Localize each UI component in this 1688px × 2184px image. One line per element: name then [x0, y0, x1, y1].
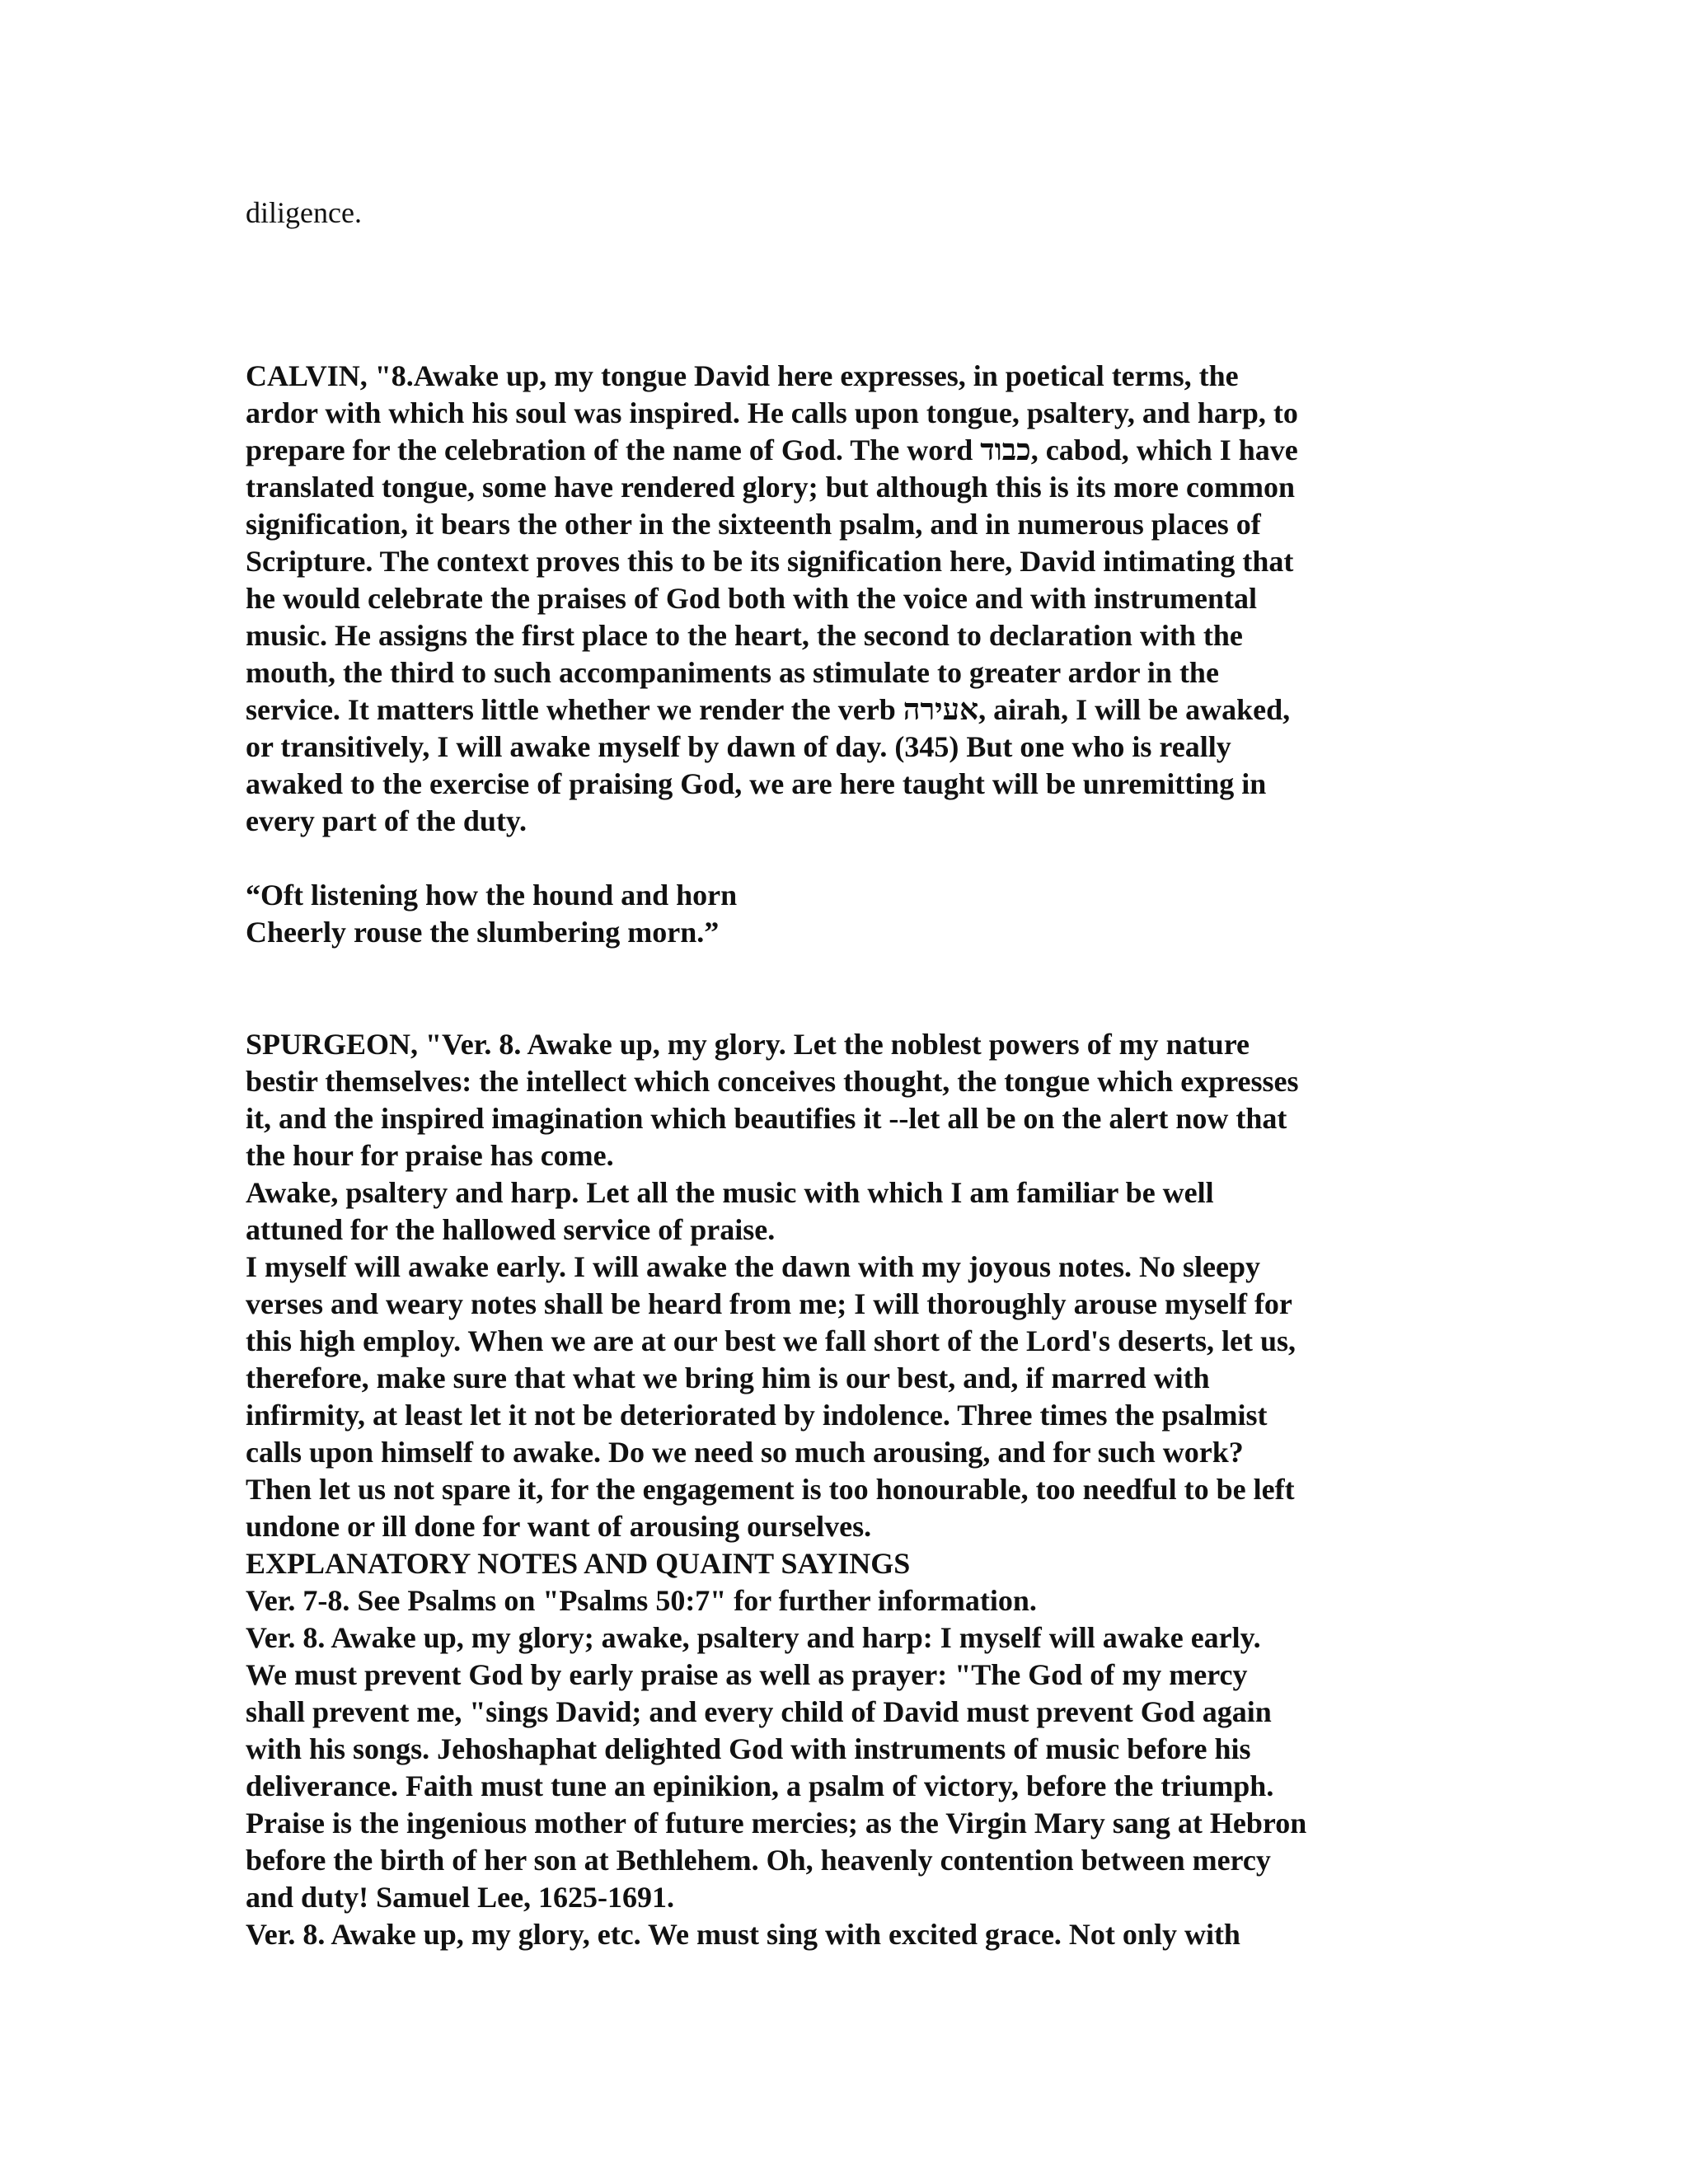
calvin-line: every part of the duty.	[246, 804, 527, 837]
spurgeon-line: shall prevent me, "sings David; and every child of David must prevent God again	[246, 1695, 1272, 1728]
spurgeon-line: Ver. 8. Awake up, my glory, etc. We must sing with excited grace. Not only with	[246, 1918, 1240, 1951]
opening-line: diligence.	[246, 196, 362, 229]
calvin-line: mouth, the third to such accompaniments as stimulate to greater ardor in the	[246, 656, 1219, 689]
section-heading: EXPLANATORY NOTES AND QUAINT SAYINGS	[246, 1547, 911, 1580]
spurgeon-line: Ver. 8. Awake up, my glory; awake, psaltery and harp: I myself will awake early.	[246, 1621, 1261, 1654]
spurgeon-line: calls upon himself to awake. Do we need so much arousing, and for such work?	[246, 1436, 1244, 1469]
calvin-line: or transitively, I will awake myself by dawn of day. (345) But one who is really	[246, 730, 1231, 763]
spurgeon-line: with his songs. Jehoshaphat delighted God with instruments of music before his	[246, 1732, 1251, 1765]
calvin-line: translated tongue, some have rendered glory; but although this is its more common	[246, 471, 1295, 504]
spurgeon-line: this high employ. When we are at our best we fall short of the Lord's deserts, let us,	[246, 1324, 1296, 1357]
calvin-line: prepare for the celebration of the name of God. The word כבוד, cabod, which I have	[246, 434, 1298, 466]
calvin-line: awaked to the exercise of praising God, we are here taught will be unremitting in	[246, 767, 1267, 800]
spurgeon-line: Ver. 7-8. See Psalms on "Psalms 50:7" for further information.	[246, 1584, 1037, 1617]
calvin-line: signification, it bears the other in the sixteenth psalm, and in numerous places of	[246, 508, 1261, 541]
spurgeon-line: it, and the inspired imagination which beautifies it --let all be on the alert now that	[246, 1102, 1287, 1135]
spurgeon-line: therefore, make sure that what we bring him is our best, and, if marred with	[246, 1361, 1210, 1394]
spurgeon-line: Praise is the ingenious mother of future mercies; as the Virgin Mary sang at Hebron	[246, 1807, 1307, 1840]
spurgeon-line: attuned for the hallowed service of praise.	[246, 1213, 776, 1246]
spurgeon-line: We must prevent God by early praise as well as prayer: "The God of my mercy	[246, 1658, 1248, 1691]
spurgeon-line: Then let us not spare it, for the engagement is too honourable, too needful to be left	[246, 1473, 1295, 1506]
spurgeon-line: the hour for praise has come.	[246, 1139, 614, 1172]
spurgeon-line: bestir themselves: the intellect which conceives thought, the tongue which expresses	[246, 1065, 1299, 1098]
calvin-line: service. It matters little whether we render the verb אעירה, airah, I will be awaked,	[246, 693, 1291, 726]
spurgeon-line: SPURGEON, "Ver. 8. Awake up, my glory. Let the noblest powers of my nature	[246, 1028, 1250, 1061]
spurgeon-line: I myself will awake early. I will awake the dawn with my joyous notes. No sleepy	[246, 1250, 1260, 1283]
spurgeon-line: infirmity, at least let it not be deteriorated by indolence. Three times the psalmist	[246, 1399, 1268, 1432]
calvin-line: music. He assigns the first place to the heart, the second to declaration with the	[246, 619, 1243, 652]
verse-line: “Oft listening how the hound and horn	[246, 879, 738, 912]
calvin-line: ardor with which his soul was inspired. He calls upon tongue, psaltery, and harp, to	[246, 396, 1298, 429]
spurgeon-line: deliverance. Faith must tune an epinikion, a psalm of victory, before the triumph.	[246, 1769, 1274, 1802]
calvin-line: he would celebrate the praises of God both with the voice and with instrumental	[246, 582, 1257, 615]
verse-line: Cheerly rouse the slumbering morn.”	[246, 916, 720, 949]
spurgeon-line: undone or ill done for want of arousing ourselves.	[246, 1510, 872, 1543]
calvin-line: Scripture. The context proves this to be its signification here, David intimating that	[246, 545, 1294, 578]
calvin-line: CALVIN, "8.Awake up, my tongue David here expresses, in poetical terms, the	[246, 359, 1239, 392]
spurgeon-line: and duty! Samuel Lee, 1625-1691.	[246, 1881, 675, 1914]
spurgeon-line: before the birth of her son at Bethlehem. Oh, heavenly contention between mercy	[246, 1844, 1271, 1877]
spurgeon-line: Awake, psaltery and harp. Let all the music with which I am familiar be well	[246, 1176, 1214, 1209]
spurgeon-line: verses and weary notes shall be heard from me; I will thoroughly arouse myself for	[246, 1287, 1292, 1320]
